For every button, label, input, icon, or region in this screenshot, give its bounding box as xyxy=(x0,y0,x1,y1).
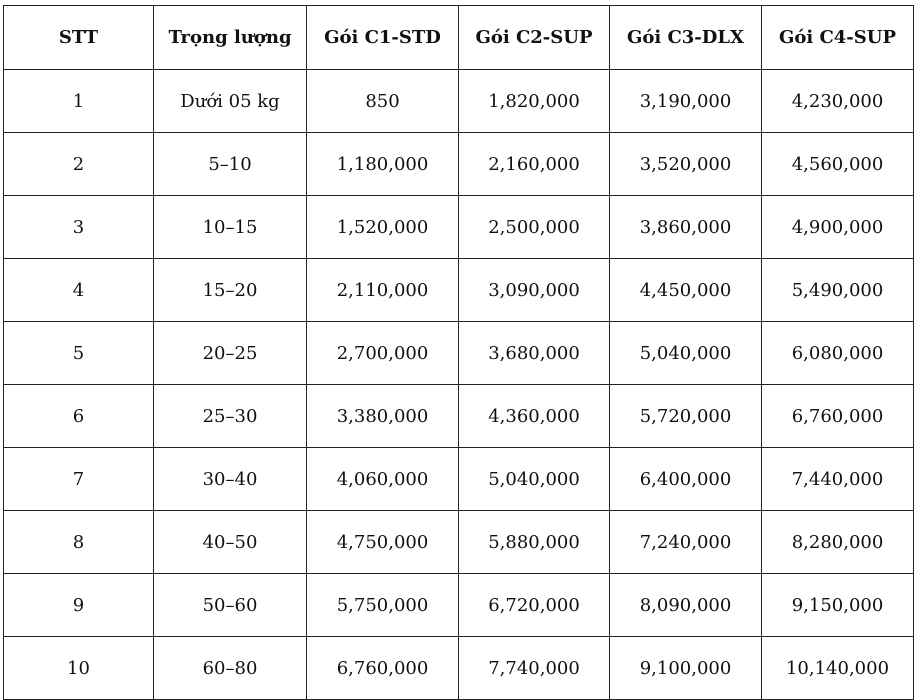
header-weight: Trọng lượng xyxy=(154,6,307,70)
cell-weight: 60–80 xyxy=(154,637,307,700)
table-row xyxy=(4,511,914,574)
table-row xyxy=(4,574,914,637)
table-row xyxy=(4,70,914,133)
cell-stt: 6 xyxy=(4,385,154,448)
cell-price-c4: 8,280,000 xyxy=(762,511,914,574)
cell-stt: 10 xyxy=(4,637,154,700)
cell-price-c3: 6,400,000 xyxy=(610,448,762,511)
cell-price-c3: 5,720,000 xyxy=(610,385,762,448)
cell-stt: 5 xyxy=(4,322,154,385)
header-package-c4: Gói C4-SUP xyxy=(762,6,914,70)
cell-stt: 8 xyxy=(4,511,154,574)
cell-price-c3: 3,520,000 xyxy=(610,133,762,196)
cell-price-c1: 3,380,000 xyxy=(307,385,459,448)
cell-stt: 1 xyxy=(4,70,154,133)
table-row xyxy=(4,196,914,259)
table-row xyxy=(4,322,914,385)
cell-price-c2: 5,880,000 xyxy=(459,511,610,574)
pricing-table xyxy=(3,5,914,700)
cell-price-c1: 850 xyxy=(307,70,459,133)
cell-price-c2: 2,500,000 xyxy=(459,196,610,259)
cell-price-c2: 3,680,000 xyxy=(459,322,610,385)
cell-price-c2: 5,040,000 xyxy=(459,448,610,511)
cell-price-c2: 3,090,000 xyxy=(459,259,610,322)
cell-price-c1: 4,750,000 xyxy=(307,511,459,574)
cell-price-c1: 6,760,000 xyxy=(307,637,459,700)
cell-price-c3: 4,450,000 xyxy=(610,259,762,322)
table-row xyxy=(4,133,914,196)
cell-weight: Dưới 05 kg xyxy=(154,70,307,133)
cell-price-c1: 1,520,000 xyxy=(307,196,459,259)
cell-price-c4: 4,560,000 xyxy=(762,133,914,196)
header-stt: STT xyxy=(4,6,154,70)
cell-price-c3: 3,860,000 xyxy=(610,196,762,259)
cell-price-c1: 2,700,000 xyxy=(307,322,459,385)
cell-weight: 20–25 xyxy=(154,322,307,385)
cell-price-c4: 5,490,000 xyxy=(762,259,914,322)
cell-price-c4: 7,440,000 xyxy=(762,448,914,511)
cell-price-c4: 10,140,000 xyxy=(762,637,914,700)
cell-weight: 40–50 xyxy=(154,511,307,574)
cell-price-c3: 3,190,000 xyxy=(610,70,762,133)
cell-weight: 25–30 xyxy=(154,385,307,448)
cell-stt: 4 xyxy=(4,259,154,322)
header-row xyxy=(4,6,914,70)
cell-price-c3: 5,040,000 xyxy=(610,322,762,385)
cell-price-c2: 2,160,000 xyxy=(459,133,610,196)
cell-stt: 7 xyxy=(4,448,154,511)
cell-weight: 30–40 xyxy=(154,448,307,511)
cell-price-c1: 1,180,000 xyxy=(307,133,459,196)
cell-stt: 2 xyxy=(4,133,154,196)
cell-price-c2: 7,740,000 xyxy=(459,637,610,700)
cell-price-c4: 9,150,000 xyxy=(762,574,914,637)
cell-price-c1: 5,750,000 xyxy=(307,574,459,637)
cell-price-c4: 6,760,000 xyxy=(762,385,914,448)
header-package-c2: Gói C2-SUP xyxy=(459,6,610,70)
table-row xyxy=(4,448,914,511)
header-package-c3: Gói C3-DLX xyxy=(610,6,762,70)
cell-price-c4: 4,900,000 xyxy=(762,196,914,259)
cell-price-c2: 1,820,000 xyxy=(459,70,610,133)
cell-weight: 50–60 xyxy=(154,574,307,637)
cell-price-c3: 9,100,000 xyxy=(610,637,762,700)
cell-weight: 15–20 xyxy=(154,259,307,322)
cell-price-c2: 4,360,000 xyxy=(459,385,610,448)
cell-weight: 10–15 xyxy=(154,196,307,259)
cell-price-c3: 8,090,000 xyxy=(610,574,762,637)
cell-price-c4: 4,230,000 xyxy=(762,70,914,133)
cell-price-c4: 6,080,000 xyxy=(762,322,914,385)
header-package-c1: Gói C1-STD xyxy=(307,6,459,70)
table-row xyxy=(4,259,914,322)
cell-price-c3: 7,240,000 xyxy=(610,511,762,574)
cell-weight: 5–10 xyxy=(154,133,307,196)
cell-stt: 9 xyxy=(4,574,154,637)
cell-stt: 3 xyxy=(4,196,154,259)
table-row xyxy=(4,385,914,448)
table-row xyxy=(4,637,914,700)
cell-price-c1: 4,060,000 xyxy=(307,448,459,511)
cell-price-c2: 6,720,000 xyxy=(459,574,610,637)
cell-price-c1: 2,110,000 xyxy=(307,259,459,322)
